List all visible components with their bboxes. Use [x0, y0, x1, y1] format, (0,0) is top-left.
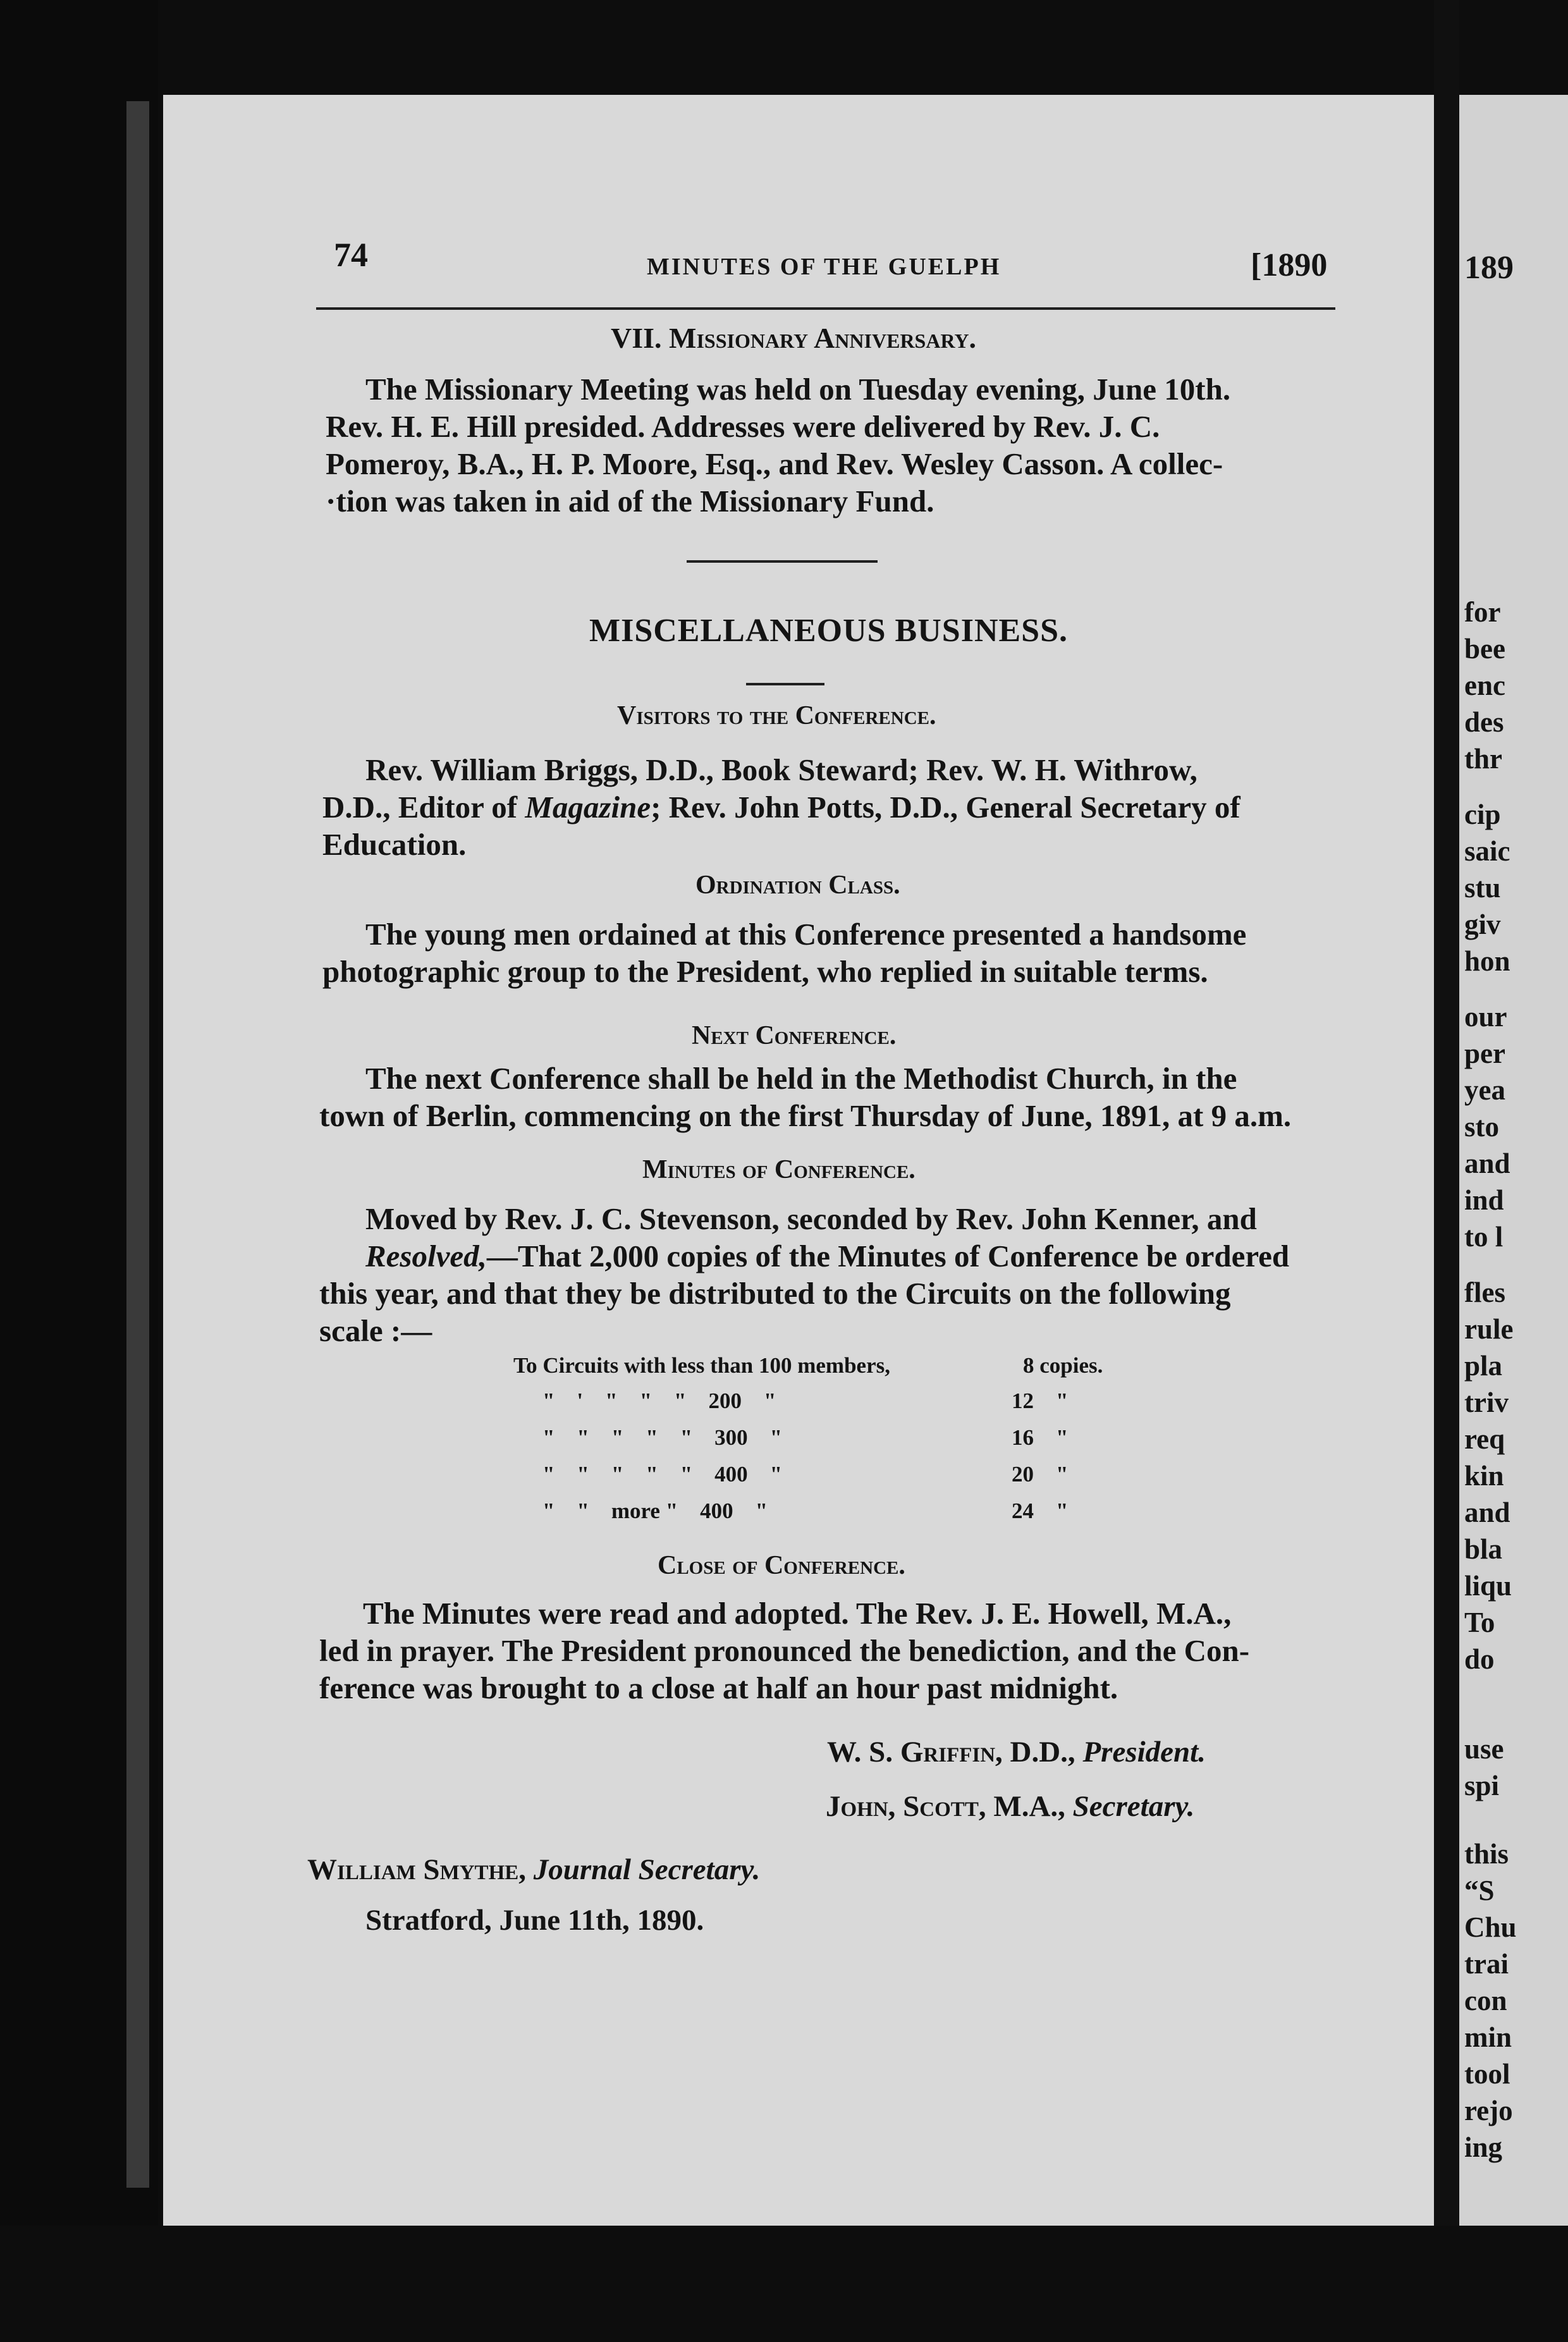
right-word: enc	[1464, 670, 1505, 701]
minutes-line-1: Moved by Rev. J. C. Stevenson, seconded by Rev. John Kenner, and	[365, 1201, 1257, 1236]
resolved-word: Resolved,	[365, 1239, 487, 1273]
president-name: W. S. Griffin, D.D.,	[827, 1736, 1083, 1769]
right-word: per	[1464, 1038, 1505, 1069]
journal-secretary-signature	[307, 1853, 760, 1887]
right-word: des	[1464, 706, 1504, 738]
scale-row-5-right: 24 "	[1012, 1499, 1069, 1523]
right-word: saic	[1464, 835, 1510, 867]
scale-row-3-right: 16 "	[1012, 1425, 1069, 1450]
section-vii-line-2: Rev. H. E. Hill presided. Addresses were delivered by Rev. J. C.	[326, 409, 1160, 444]
magazine-title: Magazine	[525, 790, 651, 825]
visitors-line-3: Education.	[322, 827, 467, 862]
right-word: req	[1464, 1423, 1505, 1455]
right-word: Chu	[1464, 1911, 1517, 1943]
right-word: thr	[1464, 743, 1502, 775]
right-word: fles	[1464, 1277, 1505, 1308]
right-word: spi	[1464, 1770, 1500, 1801]
visitors-line-1: Rev. William Briggs, D.D., Book Steward; Rev. W. H. Withrow,	[365, 752, 1197, 787]
ordination-line-1: The young men ordained at this Conference presented a handsome	[365, 917, 1247, 952]
scale-row-4-left: " " " " " 400 "	[542, 1462, 783, 1487]
place-date: Stratford, June 11th, 1890.	[365, 1904, 704, 1937]
scale-row-1-right: 8 copies.	[1023, 1353, 1103, 1378]
right-word: rejo	[1464, 2095, 1513, 2126]
visitors-line-2-post: ; Rev. John Potts, D.D., General Secretary of	[651, 790, 1240, 825]
right-word: kin	[1464, 1460, 1504, 1492]
secretary-name: John, Scott, M.A.,	[826, 1790, 1073, 1823]
section-vii-line-3: Pomeroy, B.A., H. P. Moore, Esq., and Rev. Wesley Casson. A collec-	[326, 446, 1223, 481]
visitors-line-2-pre: D.D., Editor of	[322, 790, 525, 825]
right-word: hon	[1464, 945, 1510, 977]
scale-row-5-left: " " more " 400 "	[542, 1499, 768, 1523]
section-rule	[687, 560, 878, 563]
right-word: “S	[1464, 1875, 1495, 1906]
binding-edge	[126, 101, 149, 2188]
right-word: bee	[1464, 633, 1505, 665]
right-word: rule	[1464, 1313, 1514, 1345]
scale-row-1-left: To Circuits with less than 100 members,	[513, 1353, 890, 1378]
section-vii-heading: VII. Missionary Anniversary.	[611, 322, 977, 354]
header-year: [1890	[1251, 247, 1328, 283]
right-word: use	[1464, 1733, 1504, 1765]
ordination-line-2: photographic group to the President, who replied in suitable terms.	[322, 954, 1208, 989]
scale-row-2-right: 12 "	[1012, 1389, 1069, 1413]
right-word: and	[1464, 1497, 1510, 1528]
ordination-heading: Ordination Class.	[695, 871, 900, 900]
page-number: 74	[334, 236, 368, 274]
right-word: for	[1464, 596, 1501, 628]
right-word: our	[1464, 1001, 1507, 1033]
right-word: con	[1464, 1985, 1507, 2016]
right-word: trai	[1464, 1948, 1509, 1980]
close-line-2: led in prayer. The President pronounced the benediction, and the Con-	[319, 1633, 1250, 1668]
close-heading: Close of Conference.	[658, 1551, 905, 1580]
secretary-title: Secretary.	[1072, 1790, 1195, 1823]
right-word: to l	[1464, 1221, 1504, 1253]
misc-heading: MISCELLANEOUS BUSINESS.	[589, 613, 1069, 649]
right-page	[1459, 95, 1568, 2226]
right-word: To	[1464, 1607, 1495, 1638]
running-title: MINUTES OF THE GUELPH	[647, 254, 1001, 280]
next-conference-heading: Next Conference.	[692, 1021, 897, 1050]
misc-rule	[746, 683, 824, 685]
right-word: min	[1464, 2021, 1512, 2053]
right-word: ing	[1464, 2131, 1503, 2163]
minutes-line-2-post: —That 2,000 copies of the Minutes of Conference be ordered	[486, 1239, 1290, 1273]
right-word: tool	[1464, 2058, 1510, 2090]
right-page-header: 189	[1464, 250, 1514, 286]
right-word: cip	[1464, 799, 1501, 830]
next-conference-line-1: The next Conference shall be held in the Methodist Church, in the	[365, 1061, 1237, 1096]
section-vii-line-1: The Missionary Meeting was held on Tuesday evening, June 10th.	[365, 372, 1231, 407]
section-vii-line-4: ·tion was taken in aid of the Missionary Fund.	[326, 484, 934, 518]
right-word: do	[1464, 1643, 1495, 1675]
next-conference-line-2: town of Berlin, commencing on the first Thursday of June, 1891, at 9 a.m.	[319, 1098, 1292, 1133]
president-title: President.	[1082, 1736, 1206, 1769]
right-word: stu	[1464, 872, 1501, 904]
right-word: and	[1464, 1148, 1510, 1179]
right-word: sto	[1464, 1111, 1499, 1143]
scale-row-4-right: 20 "	[1012, 1462, 1069, 1487]
secretary-signature	[826, 1789, 1194, 1824]
journal-name: William Smythe,	[307, 1853, 534, 1886]
scale-row-2-left: " ' " " " 200 "	[542, 1389, 776, 1413]
right-word: liqu	[1464, 1570, 1512, 1602]
right-word: bla	[1464, 1533, 1503, 1565]
journal-title: Journal Secretary.	[533, 1853, 761, 1886]
close-line-1: The Minutes were read and adopted. The Rev. J. E. Howell, M.A.,	[363, 1596, 1232, 1631]
right-word: yea	[1464, 1074, 1505, 1106]
right-word: triv	[1464, 1387, 1509, 1418]
scan-bottom-edge	[0, 2226, 1568, 2342]
right-word: giv	[1464, 909, 1501, 940]
visitors-heading: Visitors to the Conference.	[617, 701, 936, 730]
minutes-heading: Minutes of Conference.	[642, 1155, 916, 1184]
scale-row-3-left: " " " " " 300 "	[542, 1425, 783, 1450]
header-rule	[316, 307, 1335, 310]
minutes-line-2	[365, 1237, 1289, 1275]
close-line-3: ference was brought to a close at half an hour past midnight.	[319, 1671, 1118, 1705]
right-word: this	[1464, 1838, 1509, 1870]
visitors-line-2	[322, 788, 1240, 826]
page-fold	[1434, 0, 1459, 2342]
right-word: ind	[1464, 1184, 1504, 1216]
minutes-line-4: scale :—	[319, 1313, 432, 1348]
minutes-line-3: this year, and that they be distributed to the Circuits on the following	[319, 1276, 1231, 1311]
president-signature	[827, 1735, 1206, 1769]
right-word: pla	[1464, 1350, 1503, 1382]
